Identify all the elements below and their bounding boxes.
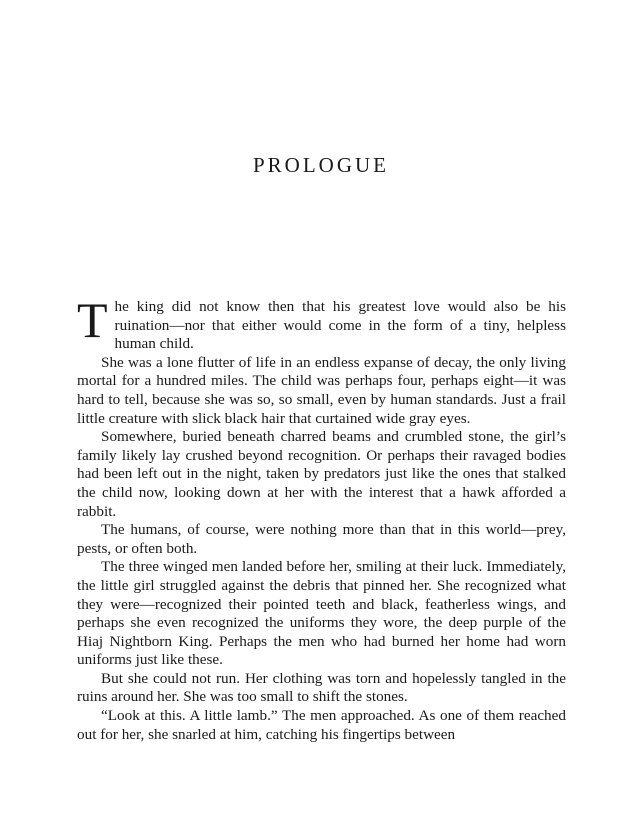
chapter-title: PROLOGUE [252,153,389,177]
paragraph: The three winged men landed before her, smiling at their luck. Immediately, the little girl struggled against the debris that pinned her. She recognized what they were—recognized their pointed teeth and black, featherless wings, and perhaps she even recognized the uniforms they wore, the deep purple of the Hiaj Nightborn King. Perhaps the men who had burned her home had worn uniforms just like these. [77,558,566,669]
paragraph: But she could not run. Her clothing was torn and hopelessly tangled in the ruins around her. She was too small to shift the stones. [77,669,566,706]
paragraph-first-text: he king did not know then that his greatest love would also be his ruination—nor that either would come in the form of a tiny, helpless human child. [114,298,566,353]
paragraph-first [77,292,566,354]
paragraph: She was a lone flutter of life in an endless expanse of decay, the only living mortal for a hundred miles. The child was perhaps four, perhaps eight—it was hard to tell, because she was so, so small, even by human standards. Just a frail little creature with slick black hair that curtained wide gray eyes. [77,353,566,427]
body-text [77,292,566,744]
drop-cap: T [77,292,108,348]
paragraph: The humans, of course, were nothing more than that in this world—prey, pests, or often both. [77,521,566,557]
paragraph: “Look at this. A little lamb.” The men approached. As one of them reached out for her, she snarled at him, catching his fingertips between [77,707,566,743]
paragraph: Somewhere, buried beneath charred beams and crumbled stone, the girl’s family likely lay crushed beyond recognition. Or perhaps their ravaged bodies had been left out in the night, taken by predators just like the ones that stalked the child now, looking down at her with the interest that a hawk afforded a rabbit. [77,428,566,520]
